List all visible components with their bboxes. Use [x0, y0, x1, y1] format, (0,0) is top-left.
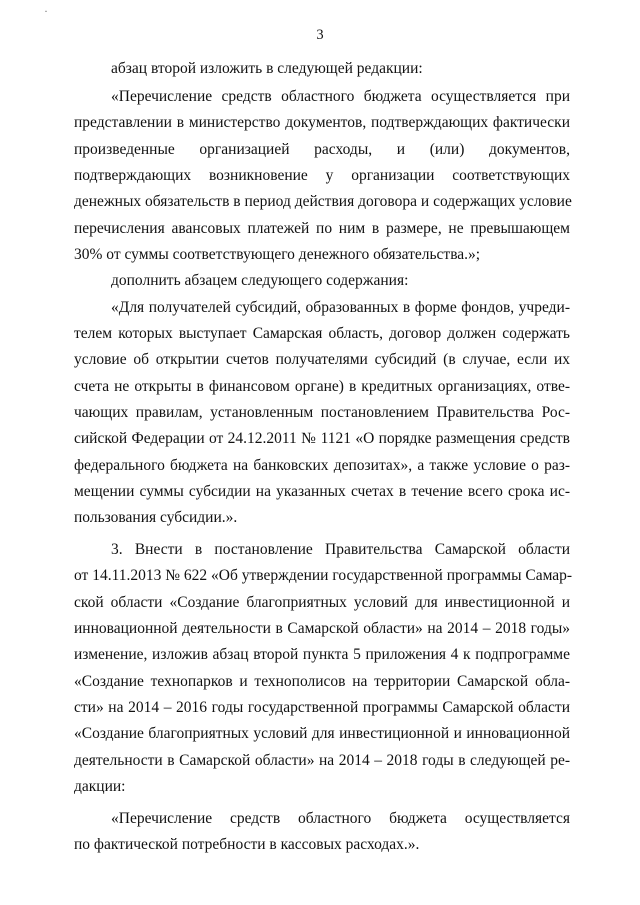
text-line: абзац второй изложить в следующей редакции:: [111, 60, 423, 77]
text-line: подтверждающих возникновение у организации соответствующих: [74, 167, 570, 184]
page-number: 3: [316, 27, 324, 43]
text-line: условие об открытии счетов получателями субсидий (в случае, если их: [74, 351, 570, 368]
text-line: сти» на 2014 – 2016 годы государственной программы Самарской области: [74, 699, 570, 716]
text-line: мещении суммы субсидии на указанных счетах в течение всего срока ис-: [74, 483, 570, 500]
text-line: дополнить абзацем следующего содержания:: [111, 272, 409, 289]
text-line: федерального бюджета на банковских депозитах», а также условие о раз-: [74, 457, 570, 474]
text-line: дакции:: [74, 778, 126, 795]
text-line: «Создание благоприятных условий для инвестиционной и инновационной: [74, 725, 570, 742]
text-line: ской области «Создание благоприятных условий для инвестиционной и: [74, 594, 570, 611]
text-line: деятельности в Самарской области» на 2014 – 2018 годы в следующей ре-: [74, 752, 570, 769]
text-line: «Перечисление средств областного бюджета осуществляется при: [111, 88, 570, 105]
text-line: сийской Федерации от 24.12.2011 № 1121 «О порядке размещения средств: [74, 430, 570, 447]
text-line: от 14.11.2013 № 622 «Об утверждении государственной программы Самар-: [74, 567, 573, 584]
text-line: чающих правилам, установленным постановлением Правительства Рос-: [74, 404, 570, 421]
text-line: 3. Внести в постановление Правительства Самарской области: [111, 541, 570, 558]
text-line: перечисления авансовых платежей по ним в размере, не превышающем: [74, 220, 570, 237]
text-line: денежных обязательств в период действия договора и содержащих условие: [74, 193, 572, 210]
text-line: по фактической потребности в кассовых расходах.».: [74, 836, 420, 853]
text-line: «Перечисление средств областного бюджета осуществляется: [111, 810, 570, 827]
text-line: пользования субсидии.».: [74, 509, 238, 526]
text-line: телем которых выступает Самарская область, договор должен содержать: [74, 325, 570, 342]
text-line: изменение, изложив абзац второй пункта 5 приложения 4 к подпрограмме: [74, 646, 570, 663]
corner-mark: ·: [44, 4, 48, 18]
text-line: «Для получателей субсидий, образованных в форме фондов, учреди-: [111, 299, 570, 316]
text-line: счета не открыты в финансовом органе) в кредитных организациях, отве-: [74, 378, 570, 395]
text-line: произведенные организацией расходы, и (или) документов,: [74, 141, 570, 158]
text-line: представлении в министерство документов, подтверждающих фактически: [74, 114, 570, 131]
text-line: «Создание технопарков и технополисов на территории Самарской обла-: [74, 673, 570, 690]
text-line: 30% от суммы соответствующего денежного обязательства.»;: [74, 246, 481, 263]
text-line: инновационной деятельности в Самарской области» на 2014 – 2018 годы»: [74, 620, 570, 637]
